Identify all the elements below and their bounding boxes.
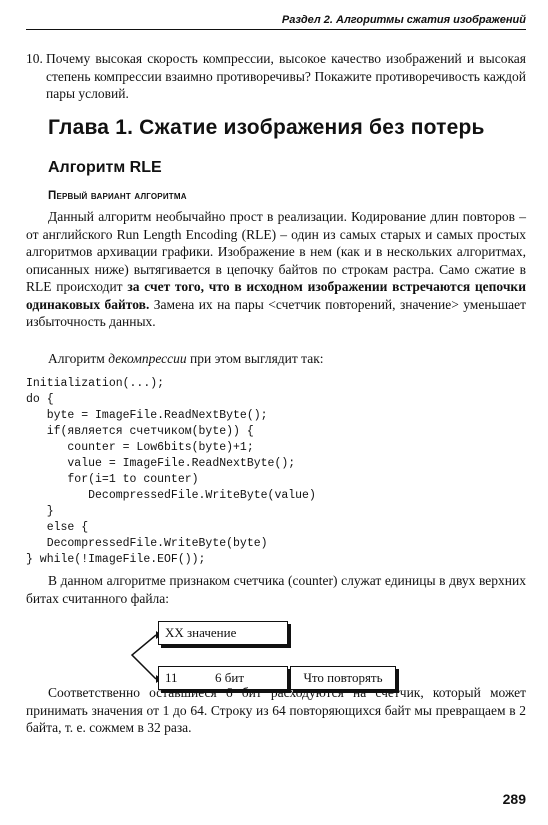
code-line: if(является счетчиком(byte)) {: [26, 425, 254, 438]
paragraph-decompression: [26, 350, 526, 368]
paragraph-counter-flag: В данном алгоритме признаком счетчика (counter) служат единицы в двух верхних битах считанного файла:: [26, 573, 526, 606]
code-line: do {: [26, 393, 54, 406]
question-number: 10.: [26, 51, 43, 66]
chapter-title: Глава 1. Сжатие изображения без потерь: [48, 116, 485, 139]
paragraph-text: Замена их на пары <счетчик повторений, значение> уменьшает избыточность данных.: [26, 296, 526, 329]
code-line: Initialization(...);: [26, 377, 165, 390]
paragraph-text: при этом выглядит так:: [186, 351, 324, 366]
paragraph-text: Данный алгоритм необычайно прост в реализации. Кодирование длин повторов – от английского Run Length Encoding (RLE) – один из самых старых и самых простых алгоритмов архивации графики. Изображение в нем (как и в нескольких алгоритмах, описанных ниже) вытягивается в цепочку байтов по строкам растра. Само сжатие в RLE происходит: [26, 209, 526, 294]
bit-layout-diagram: [110, 615, 410, 695]
section-title: Алгоритм RLE: [48, 159, 162, 176]
paragraph-bold-text: за счет того, что в исходном изображении встречаются цепочки одинаковых байтов.: [26, 279, 526, 312]
code-listing: [26, 376, 526, 568]
code-line: counter = Low6bits(byte)+1;: [26, 441, 254, 454]
question-text: Почему высокая скорость компрессии, высокое качество изображений и высокая степень компрессии взаимно противоречивы? Покажите противоречивость каждой пары условий.: [46, 51, 526, 101]
code-line: value = ImageFile.ReadNextByte();: [26, 457, 296, 470]
running-head: Раздел 2. Алгоритмы сжатия изображений: [26, 14, 526, 30]
paragraph-text: Алгоритм: [48, 351, 109, 366]
box-xx-label: XX значение: [165, 625, 237, 640]
question-10: [26, 50, 526, 103]
box-repeat-label: Что повторять: [303, 670, 383, 685]
code-line: else {: [26, 521, 89, 534]
page-number: 289: [502, 791, 526, 807]
subsection-title: Первый вариант алгоритма: [48, 190, 187, 202]
code-line: DecompressedFile.WriteByte(byte): [26, 537, 268, 550]
box-6bit-label: 6 бит: [215, 670, 245, 685]
code-line: byte = ImageFile.ReadNextByte();: [26, 409, 268, 422]
code-line: for(i=1 to counter): [26, 473, 199, 486]
paragraph-counter-range: Соответственно оставшиеся 6 бит расходуются на счетчик, который может принимать значения от 1 до 64. Строку из 64 повторяющихся байт мы превращаем в 2 байта, т. е. сожмем в 32 раза.: [26, 685, 526, 735]
code-line: }: [26, 505, 54, 518]
paragraph-italic-text: декомпрессии: [108, 351, 187, 366]
paragraph-rle-intro: [26, 208, 526, 331]
box-11-label: 11: [165, 670, 178, 685]
box-xx-value: [158, 621, 288, 645]
code-line: DecompressedFile.WriteByte(value): [26, 489, 316, 502]
code-line: } while(!ImageFile.EOF());: [26, 553, 206, 566]
